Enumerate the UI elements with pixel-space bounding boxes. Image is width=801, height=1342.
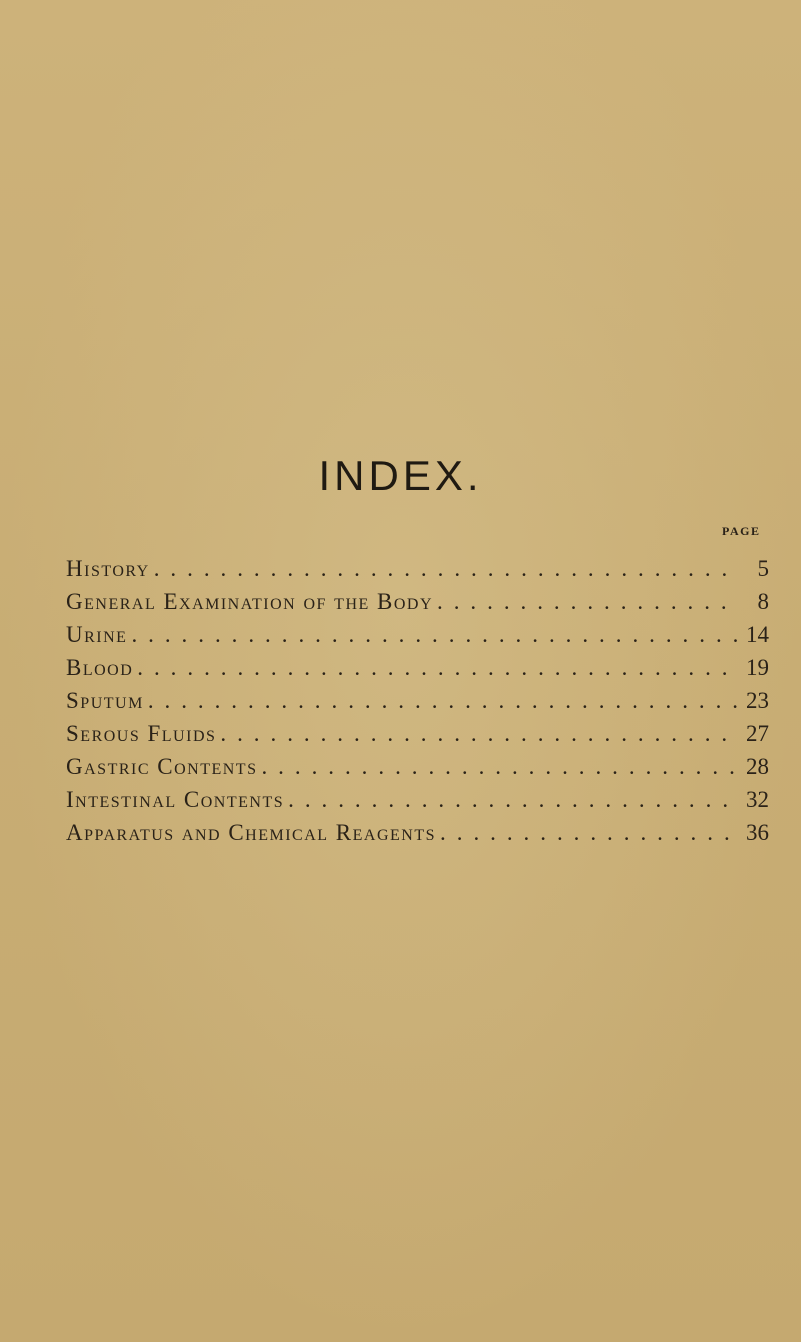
entry-label: Gastric Contents	[66, 754, 258, 779]
entry-label: Serous Fluids	[66, 721, 217, 746]
entry-page-number: 32	[746, 787, 769, 812]
dot-leader	[148, 688, 739, 714]
dot-leader	[137, 655, 739, 681]
entry-label: General Examination of the Body	[66, 589, 434, 614]
entry-page-number: 5	[757, 556, 769, 581]
dot-leader	[131, 622, 739, 648]
entry-page-number: 23	[746, 688, 769, 713]
index-entry	[66, 622, 769, 655]
entry-page-number: 8	[757, 589, 769, 614]
index-title: INDEX.	[318, 452, 483, 499]
index-entry	[66, 787, 769, 820]
dot-leader	[154, 556, 739, 582]
entry-label: Blood	[66, 655, 134, 680]
dot-leader	[261, 754, 739, 780]
entry-page-number: 36	[746, 820, 769, 845]
entry-page-number: 19	[746, 655, 769, 680]
dot-leader	[220, 721, 739, 747]
index-entry	[66, 820, 769, 853]
entry-label: Urine	[66, 622, 128, 647]
index-entry	[66, 721, 769, 754]
index-entry	[66, 688, 769, 721]
index-entries	[66, 556, 769, 853]
dot-leader	[288, 787, 739, 813]
entry-label: Apparatus and Chemical Reagents	[66, 820, 437, 845]
page-column-label: PAGE	[722, 524, 761, 538]
index-entry	[66, 589, 769, 622]
index-entry	[66, 754, 769, 787]
entry-page-number: 28	[746, 754, 769, 779]
entry-page-number: 27	[746, 721, 769, 746]
entry-label: Intestinal Contents	[66, 787, 285, 812]
index-entry	[66, 655, 769, 688]
entry-page-number: 14	[746, 622, 769, 647]
index-entry	[66, 556, 769, 589]
entry-label: Sputum	[66, 688, 144, 713]
entry-label: History	[66, 556, 150, 581]
dot-leader	[440, 820, 739, 846]
dot-leader	[437, 589, 739, 615]
